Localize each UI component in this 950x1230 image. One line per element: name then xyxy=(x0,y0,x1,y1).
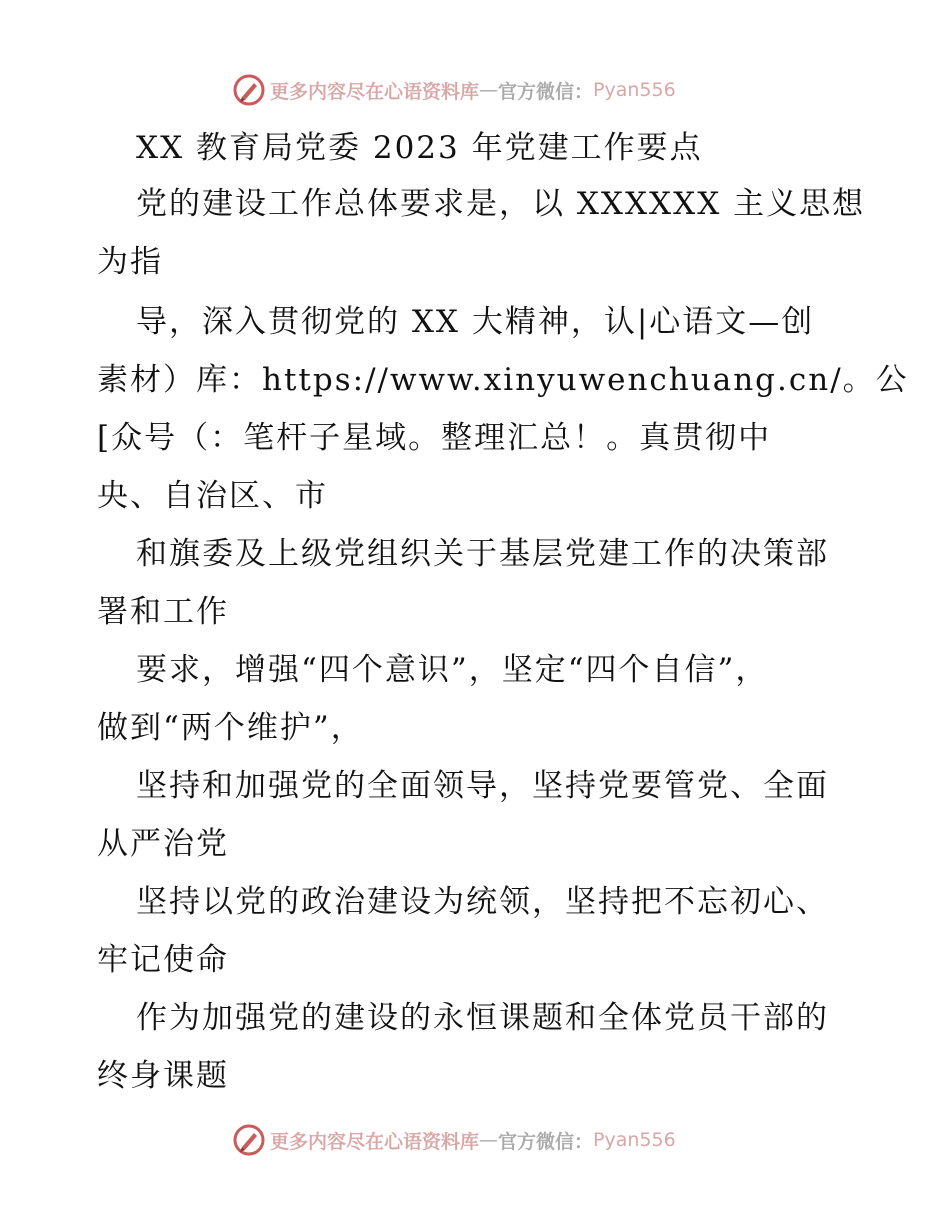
paragraph-line: 为指 xyxy=(97,244,163,280)
banner-wechat-id: Pyan556 xyxy=(593,79,676,101)
paragraph-line: 导，深入贯彻党的 XX 大精神，认|心语文—创 xyxy=(136,304,815,340)
paragraph-line: 作为加强党的建设的永恒课题和全体党员干部的 xyxy=(136,1000,829,1036)
paragraph-line: 从严治党 xyxy=(97,826,229,862)
paragraph-line: [众号（：笔杆子星域。整理汇总！。真贯彻中 xyxy=(97,420,772,456)
header-watermark-banner xyxy=(232,72,676,108)
banner-slogan: 更多内容尽在心语资料库 xyxy=(270,1130,480,1153)
banner-wechat-id: Pyan556 xyxy=(593,1129,676,1151)
paragraph-line: 和旗委及上级党组织关于基层党建工作的决策部 xyxy=(136,536,829,572)
footer-watermark-banner xyxy=(232,1122,676,1158)
paragraph-line: 要求，增强“四个意识”，坚定“四个自信”， xyxy=(136,652,769,688)
pen-logo-icon xyxy=(232,1123,266,1157)
banner-official-label: 官方微信： xyxy=(498,1130,594,1153)
document-title: XX 教育局党委 2023 年党建工作要点 xyxy=(136,130,703,166)
banner-official-label: 官方微信： xyxy=(498,80,594,103)
paragraph-line: 署和工作 xyxy=(97,594,229,630)
banner-slogan: 更多内容尽在心语资料库 xyxy=(270,80,480,103)
paragraph-line: 素材）库：https://www.xinyuwenchuang.cn/。公 xyxy=(97,362,909,398)
paragraph-line: 党的建设工作总体要求是，以 XXXXXX 主义思想 xyxy=(136,186,866,222)
paragraph-line: 坚持以党的政治建设为统领，坚持把不忘初心、 xyxy=(136,884,829,920)
paragraph-line: 终身课题 xyxy=(97,1058,229,1094)
banner-dash: — xyxy=(479,79,499,101)
pen-logo-icon xyxy=(232,73,266,107)
paragraph-line: 央、自治区、市 xyxy=(97,478,328,514)
paragraph-line: 坚持和加强党的全面领导，坚持党要管党、全面 xyxy=(136,768,829,804)
paragraph-line: 做到“两个维护”， xyxy=(97,710,364,746)
banner-dash: — xyxy=(479,1129,499,1151)
paragraph-line: 牢记使命 xyxy=(97,942,229,978)
